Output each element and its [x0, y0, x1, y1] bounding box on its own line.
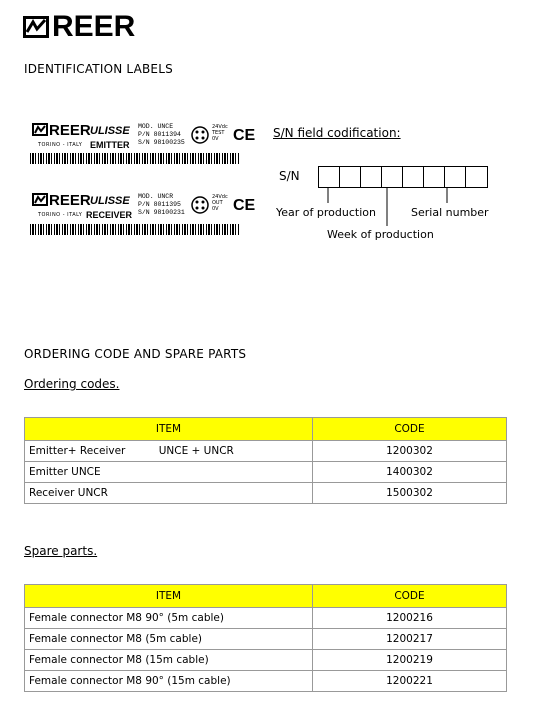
table-row	[25, 629, 507, 650]
ce-mark: CE	[233, 127, 256, 144]
item-cell: Receiver UNCR	[25, 483, 313, 504]
emitter-label-mod: MOD. UNCE	[138, 123, 174, 130]
code-cell: 1400302	[313, 462, 507, 483]
table-header-row	[25, 585, 507, 608]
item-cell: Female connector M8 90° (5m cable)	[25, 608, 313, 629]
code-cell: 1500302	[313, 483, 507, 504]
pin-label: TEST	[212, 130, 225, 136]
table-row	[25, 483, 507, 504]
item-cell: Female connector M8 90° (15m cable)	[25, 671, 313, 692]
pin-label: 0V	[212, 206, 219, 212]
code-cell: 1200217	[313, 629, 507, 650]
receiver-label-pn: P/N 8011395	[138, 201, 181, 208]
table-row	[25, 462, 507, 483]
emitter-label-product: ULISSE	[90, 125, 130, 137]
item-name: Emitter+ Receiver	[29, 445, 126, 457]
ordering-title: ORDERING CODE AND SPARE PARTS	[24, 347, 247, 361]
sn-year-label: Year of production	[276, 206, 376, 219]
code-cell: 1200216	[313, 608, 507, 629]
sn-label: S/N	[279, 169, 300, 183]
item-cell: Female connector M8 (5m cable)	[25, 629, 313, 650]
emitter-label-sn: S/N 98100235	[138, 139, 185, 146]
ce-mark: CE	[233, 197, 256, 214]
table-row	[25, 671, 507, 692]
item-cell: Female connector M8 (15m cable)	[25, 650, 313, 671]
receiver-label-mod: MOD. UNCR	[138, 193, 174, 200]
ordering-codes-table	[24, 417, 507, 504]
emitter-label-pn: P/N 8011394	[138, 131, 181, 138]
sn-codification-title: S/N field codification:	[273, 126, 401, 140]
receiver-label-brand: REER	[49, 192, 91, 209]
receiver-label-product: ULISSE	[90, 195, 130, 207]
emitter-label-location: TORINO - ITALY	[38, 142, 83, 148]
item-extra: UNCE + UNCR	[158, 445, 234, 457]
pin-label: OUT	[212, 200, 223, 206]
code-cell: 1200221	[313, 671, 507, 692]
ordering-codes-title: Ordering codes.	[24, 377, 120, 391]
receiver-label-type: RECEIVER	[86, 210, 133, 220]
column-header-code: CODE	[313, 585, 507, 608]
sn-serial-label: Serial number	[411, 206, 489, 219]
table-header-row	[25, 418, 507, 441]
item-cell: Emitter UNCE	[25, 462, 313, 483]
receiver-label-location: TORINO - ITALY	[38, 212, 83, 218]
spare-parts-title: Spare parts.	[24, 544, 98, 558]
table-row	[25, 608, 507, 629]
identification-title: IDENTIFICATION LABELS	[24, 62, 173, 76]
column-header-code: CODE	[313, 418, 507, 441]
receiver-label-sn: S/N 98100231	[138, 209, 185, 216]
pin-label: 24Vdc	[212, 124, 228, 130]
table-row	[25, 441, 507, 462]
table-row	[25, 650, 507, 671]
emitter-label-type: EMITTER	[90, 140, 130, 150]
sn-week-label: Week of production	[327, 228, 434, 241]
spare-parts-table	[24, 584, 507, 692]
column-header-item: ITEM	[25, 585, 313, 608]
reer-logo-text: REER	[52, 10, 136, 43]
pin-label: 24Vdc	[212, 194, 228, 200]
item-cell	[25, 441, 313, 462]
code-cell: 1200219	[313, 650, 507, 671]
pin-label: 0V	[212, 136, 219, 142]
code-cell: 1200302	[313, 441, 507, 462]
emitter-label-brand: REER	[49, 122, 91, 139]
column-header-item: ITEM	[25, 418, 313, 441]
